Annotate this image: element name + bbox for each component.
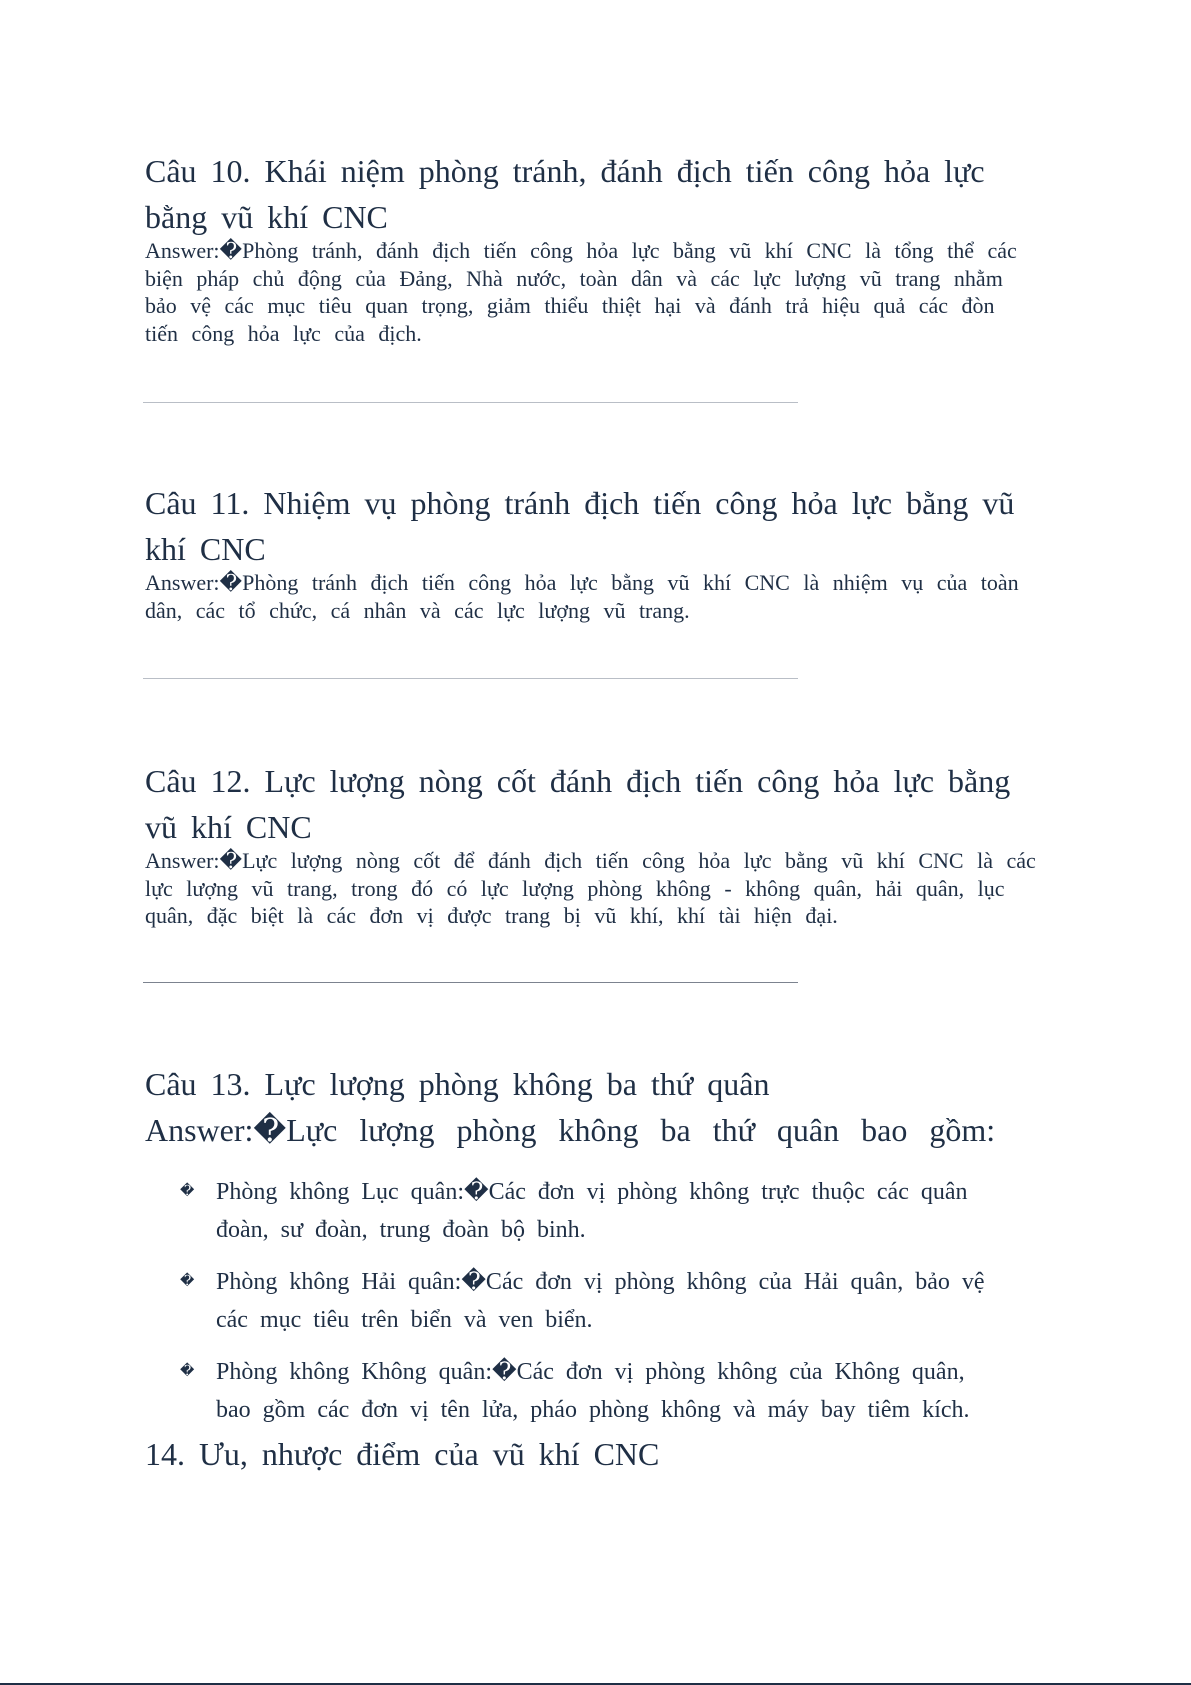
answer-line: quân, đặc biệt là các đơn vị được trang bị vũ khí, khí tài hiện đại. (145, 903, 838, 928)
answer-line: biện pháp chủ động của Đảng, Nhà nước, toàn dân và các lực lượng vũ trang nhằm (145, 265, 1003, 291)
bullet-icon: � (180, 1274, 195, 1289)
answer-line: lực lượng vũ trang, trong đó có lực lượng phòng không - không quân, hải quân, lục (145, 875, 1005, 901)
answer-line: tiến công hỏa lực của địch. (145, 320, 422, 346)
question-10-answer (145, 237, 1175, 347)
answer-line: Answer:�Lực lượng nòng cốt để đánh địch tiến công hỏa lực bằng vũ khí CNC là các (145, 848, 1036, 873)
list-item-line: đoàn, sư đoàn, trung đoàn bộ binh. (216, 1217, 586, 1243)
list-item (180, 1353, 1080, 1429)
list-item-line: Phòng không Lục quân:�Các đơn vị phòng không trực thuộc các quân (216, 1179, 968, 1205)
list-item-line: Phòng không Không quân:�Các đơn vị phòng không của Không quân, (216, 1359, 965, 1385)
list-item (180, 1173, 1080, 1249)
question-12-title (145, 758, 1085, 850)
question-11-answer (145, 569, 1175, 624)
separator-line (143, 402, 798, 403)
question-10-title-line-1: Câu 10. Khái niệm phòng tránh, đánh địch tiến công hỏa lực (145, 153, 985, 189)
answer-line: dân, các tổ chức, cá nhân và các lực lượng vũ trang. (145, 597, 690, 623)
question-13-answer-lead: Answer:�Lực lượng phòng không ba thứ quân bao gồm: (145, 1112, 996, 1148)
list-item (180, 1263, 1080, 1339)
question-11-title-line-1: Câu 11. Nhiệm vụ phòng tránh địch tiến công hỏa lực bằng vũ (145, 485, 1015, 521)
question-11-title (145, 480, 1085, 572)
question-12-title-line-1: Câu 12. Lực lượng nòng cốt đánh địch tiến công hỏa lực bằng (145, 763, 1011, 799)
question-12-answer (145, 847, 1175, 930)
question-14-title: 14. Ưu, nhược điểm của vũ khí CNC (145, 1436, 660, 1472)
bullet-icon: � (180, 1184, 195, 1199)
question-10-title-line-2: bằng vũ khí CNC (145, 199, 388, 235)
question-13-list (180, 1173, 1080, 1429)
answer-line: bảo vệ các mục tiêu quan trọng, giảm thiểu thiệt hại và đánh trả hiệu quả các đòn (145, 293, 995, 318)
list-item-line: các mục tiêu trên biển và ven biển. (216, 1307, 593, 1333)
bullet-icon: � (180, 1364, 195, 1379)
separator-line (143, 678, 798, 679)
question-12-title-line-2: vũ khí CNC (145, 809, 312, 845)
question-13-title: Câu 13. Lực lượng phòng không ba thứ quân (145, 1066, 770, 1102)
separator-line (143, 982, 798, 983)
list-item-line: bao gồm các đơn vị tên lửa, pháo phòng không và máy bay tiêm kích. (216, 1397, 970, 1423)
answer-line: Answer:�Phòng tránh, đánh địch tiến công hỏa lực bằng vũ khí CNC là tổng thể các (145, 238, 1017, 263)
question-11-title-line-2: khí CNC (145, 531, 266, 567)
list-item-line: Phòng không Hải quân:�Các đơn vị phòng không của Hải quân, bảo vệ (216, 1269, 985, 1295)
question-10-title (145, 148, 1085, 240)
answer-line: Answer:�Phòng tránh địch tiến công hỏa lực bằng vũ khí CNC là nhiệm vụ của toàn (145, 570, 1019, 595)
